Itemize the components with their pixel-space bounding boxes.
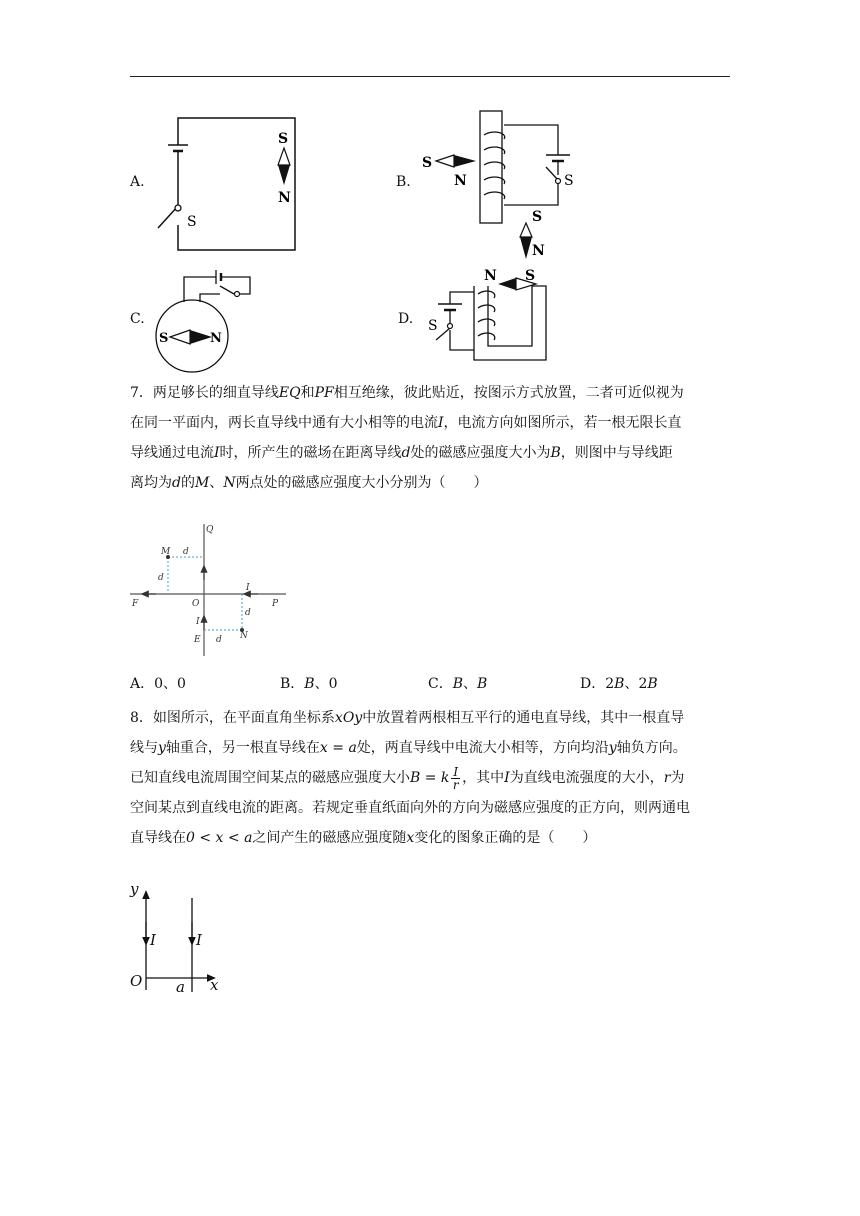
- needle-s-label: S: [422, 155, 433, 171]
- answer-d: D．2B、2B: [580, 676, 658, 692]
- svg-text:I: I: [150, 931, 156, 949]
- svg-text:d: d: [158, 573, 164, 583]
- svg-text:M: M: [161, 547, 171, 557]
- svg-text:x: x: [210, 976, 219, 994]
- svg-text:I: I: [246, 583, 250, 593]
- svg-text:Q: Q: [206, 525, 214, 535]
- figure-option-c: [150, 262, 260, 374]
- option-c-label: C.: [130, 311, 145, 327]
- svg-text:d: d: [245, 608, 251, 618]
- option-b-label: B.: [396, 174, 411, 190]
- svg-text:E: E: [194, 635, 201, 645]
- header-rule: [130, 76, 730, 77]
- figure-option-d: [426, 264, 556, 376]
- compass-s-label: S: [278, 131, 289, 147]
- needle-s-label: S: [159, 331, 169, 346]
- figure-option-b: [418, 105, 598, 260]
- needle-n-label: N: [484, 268, 497, 284]
- compass-n-label: N: [278, 190, 291, 206]
- answer-c: C．B、B: [428, 676, 488, 692]
- svg-text:N: N: [240, 631, 248, 641]
- question-8-figure: [126, 880, 236, 1000]
- compass-s-label: S: [532, 209, 543, 225]
- needle-s-label: S: [525, 268, 536, 284]
- svg-text:I: I: [196, 617, 200, 627]
- switch-label: S: [564, 173, 574, 189]
- question-7-answers: [130, 673, 730, 697]
- compass-n-label: N: [532, 243, 545, 259]
- needle-n-label: N: [454, 173, 467, 189]
- answer-b: B．B、0: [280, 676, 338, 692]
- question-7-text: 7．两足够长的细直导线EQ和PF相互绝缘，彼此贴近，按图示方式放置，二者可近似视为 在同一平面内，两长直导线中通有大小相等的电流I，电流方向如图所示，若一根无限长直 导线通过电流I时，所产生的磁场在距离导线d处的磁感应强度大小为B，则图中与导线距 离均为d的M、N两点处的磁感应强度大小分别为（ ）: [130, 385, 684, 491]
- formula-fraction: $\frac{I}{r}$: [452, 764, 459, 792]
- svg-text:P: P: [272, 599, 279, 609]
- question-8-text: 8．如图所示，在平面直角坐标系xOy中放置着两根相互平行的通电直导线，其中一根直导 线与y轴重合，另一根直导线在x = a处，两直导线中电流大小相等，方向均沿y轴负方向。 已知直线电流周围空间某点的磁感应强度大小B = k $\frac{I}{r}$ ，其中I为直线电流强度的大小，r为 空间某点到直线电流的距离。若规定垂直纸面向外的方向为磁感应强度的正方向，则两通电 直导线在0 < x < a之间产生的磁感应强度随x变化的图象正确的是（ ）: [130, 710, 690, 846]
- svg-text:d: d: [216, 635, 222, 645]
- switch-label: S: [187, 214, 197, 230]
- svg-text:d: d: [183, 547, 189, 557]
- option-a-label: A.: [130, 174, 145, 190]
- svg-text:O: O: [130, 972, 143, 990]
- svg-text:y: y: [130, 880, 139, 898]
- figure-option-a: [150, 110, 310, 260]
- svg-text:O: O: [192, 599, 200, 609]
- svg-text:a: a: [176, 978, 185, 996]
- needle-n-label: N: [210, 331, 222, 346]
- option-d-label: D.: [398, 311, 414, 327]
- svg-text:I: I: [196, 931, 202, 949]
- switch-label: S: [428, 318, 438, 334]
- svg-text:F: F: [132, 599, 139, 609]
- question-7-figure: [128, 520, 288, 660]
- answer-a: A．0、0: [130, 676, 186, 692]
